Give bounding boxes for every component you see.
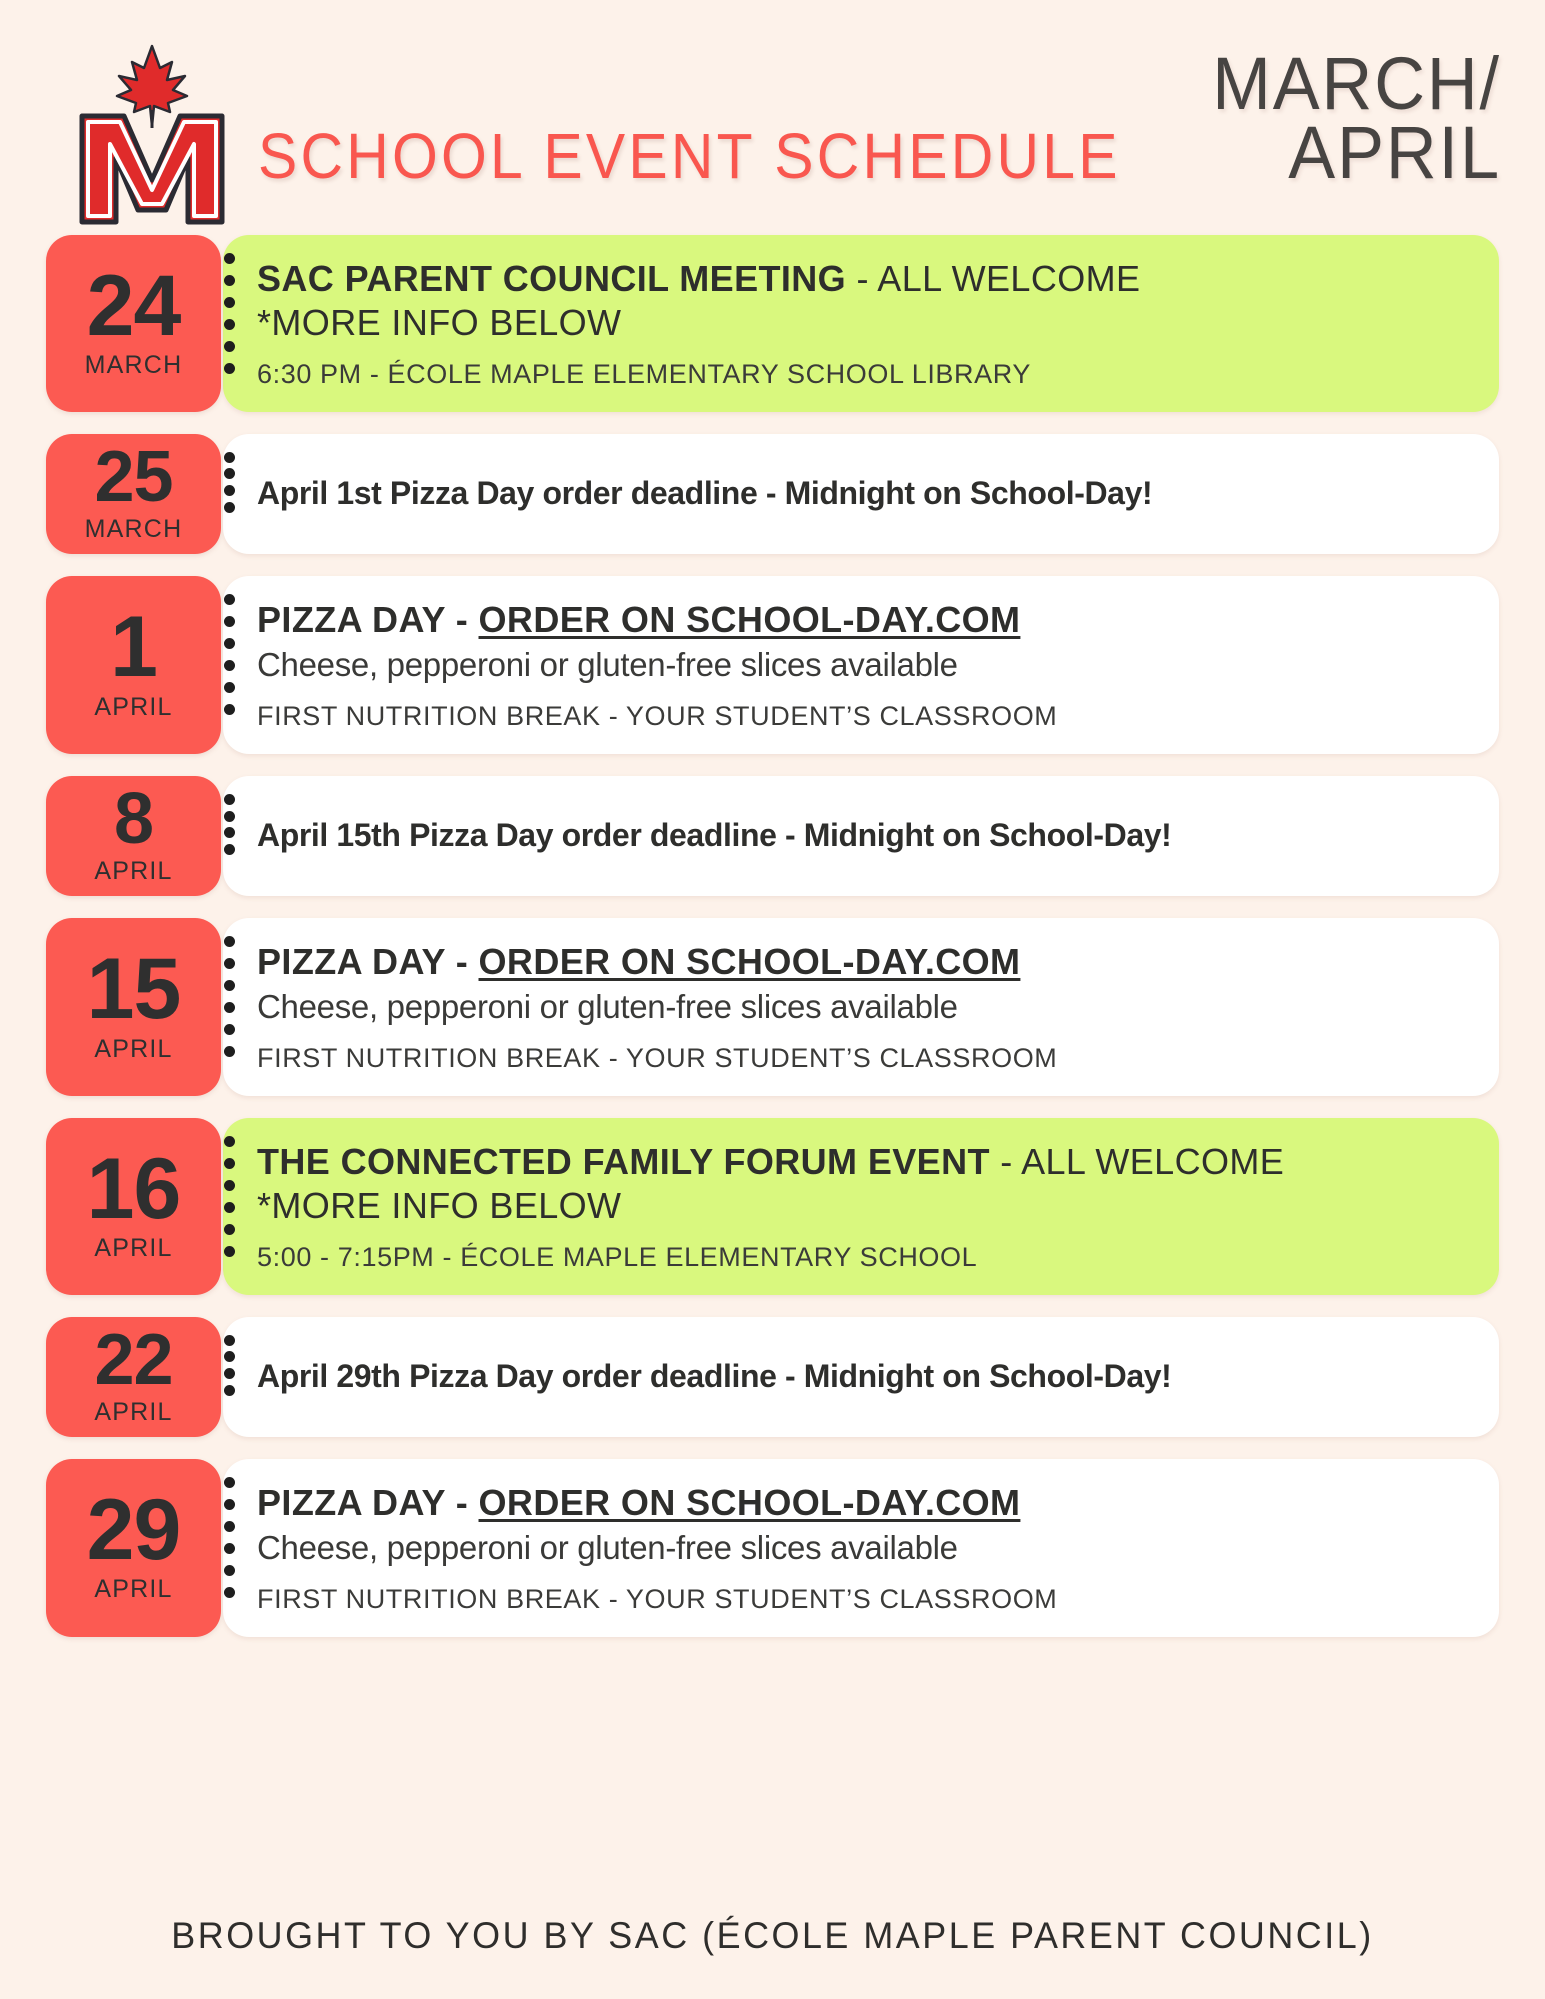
month-range bbox=[1212, 42, 1522, 218]
event-card bbox=[223, 235, 1499, 412]
page-title: SCHOOL EVENT SCHEDULE bbox=[258, 119, 1121, 192]
event-row bbox=[46, 235, 1499, 412]
event-note: *MORE INFO BELOW bbox=[257, 301, 622, 343]
date-month: APRIL bbox=[94, 857, 173, 886]
perforation-dots bbox=[221, 918, 239, 1096]
event-card bbox=[223, 1317, 1499, 1437]
date-month: APRIL bbox=[94, 1034, 173, 1063]
event-subtitle: Cheese, pepperoni or gluten-free slices available bbox=[257, 1528, 958, 1566]
event-subtitle: Cheese, pepperoni or gluten-free slices available bbox=[257, 987, 958, 1025]
date-badge bbox=[46, 918, 221, 1096]
perforation-dots bbox=[221, 1459, 239, 1637]
event-meta: 5:00 - 7:15PM - ÉCOLE MAPLE ELEMENTARY SCHOOL bbox=[257, 1241, 978, 1272]
date-day: 24 bbox=[86, 257, 181, 354]
poster-footer: BROUGHT TO YOU BY SAC (ÉCOLE MAPLE PARENT COUNCIL) bbox=[171, 1915, 1374, 1956]
event-title-rest: - ALL WELCOME bbox=[846, 258, 1141, 299]
event-subtitle: Cheese, pepperoni or gluten-free slices available bbox=[257, 645, 958, 683]
maple-leaf-m-logo bbox=[68, 40, 236, 230]
event-row bbox=[46, 918, 1499, 1096]
event-row bbox=[46, 1317, 1499, 1437]
event-card bbox=[223, 434, 1499, 554]
title-wrapper bbox=[236, 77, 1196, 193]
perforation-dots bbox=[221, 1118, 239, 1295]
date-month: APRIL bbox=[94, 1575, 173, 1604]
event-card bbox=[223, 776, 1499, 896]
event-row bbox=[46, 776, 1499, 896]
event-note: *MORE INFO BELOW bbox=[257, 1184, 622, 1226]
date-day: 1 bbox=[110, 599, 157, 696]
event-title-bold: THE CONNECTED FAMILY FORUM EVENT bbox=[257, 1140, 990, 1182]
date-badge bbox=[46, 1459, 221, 1637]
event-title bbox=[257, 598, 1465, 642]
date-day: 29 bbox=[86, 1482, 181, 1579]
date-badge bbox=[46, 776, 221, 896]
event-row bbox=[46, 1118, 1499, 1295]
date-month: APRIL bbox=[94, 1233, 173, 1262]
event-title-bold: PIZZA DAY - bbox=[257, 599, 479, 641]
event-deadline-text: April 1st Pizza Day order deadline - Midnight on School-Day! bbox=[257, 475, 1153, 512]
date-badge bbox=[46, 1317, 221, 1437]
date-day: 16 bbox=[86, 1140, 181, 1237]
event-title-bold: SAC PARENT COUNCIL MEETING bbox=[257, 258, 847, 299]
event-meta: FIRST NUTRITION BREAK - YOUR STUDENT’S CLASSROOM bbox=[257, 1583, 1058, 1614]
event-row bbox=[46, 1459, 1499, 1637]
date-month: MARCH bbox=[84, 515, 183, 544]
event-meta: FIRST NUTRITION BREAK - YOUR STUDENT’S CLASSROOM bbox=[257, 700, 1058, 731]
event-title bbox=[257, 257, 1465, 301]
event-meta: FIRST NUTRITION BREAK - YOUR STUDENT’S CLASSROOM bbox=[257, 1042, 1058, 1073]
event-card bbox=[223, 1118, 1499, 1295]
date-badge bbox=[46, 1118, 221, 1295]
date-month: APRIL bbox=[94, 1397, 173, 1426]
event-title-rest: - ALL WELCOME bbox=[989, 1140, 1285, 1182]
event-meta: 6:30 PM - ÉCOLE MAPLE ELEMENTARY SCHOOL LIBRARY bbox=[257, 358, 1031, 389]
month-line-2: APRIL bbox=[1288, 110, 1501, 194]
date-month: APRIL bbox=[94, 692, 173, 721]
order-link[interactable]: ORDER ON SCHOOL-DAY.COM bbox=[478, 941, 1021, 983]
date-month: MARCH bbox=[84, 350, 183, 379]
event-row bbox=[46, 434, 1499, 554]
event-card bbox=[223, 918, 1499, 1096]
poster-header bbox=[0, 0, 1545, 235]
perforation-dots bbox=[221, 235, 239, 412]
event-card bbox=[223, 1459, 1499, 1637]
date-day: 25 bbox=[94, 436, 173, 517]
event-list bbox=[0, 235, 1545, 1637]
event-card bbox=[223, 576, 1499, 754]
date-day: 15 bbox=[86, 941, 181, 1038]
date-badge bbox=[46, 576, 221, 754]
order-link[interactable]: ORDER ON SCHOOL-DAY.COM bbox=[478, 599, 1021, 641]
perforation-dots bbox=[221, 776, 239, 896]
date-badge bbox=[46, 434, 221, 554]
perforation-dots bbox=[221, 434, 239, 554]
event-title bbox=[257, 1481, 1465, 1525]
perforation-dots bbox=[221, 1317, 239, 1437]
order-link[interactable]: ORDER ON SCHOOL-DAY.COM bbox=[478, 1481, 1021, 1523]
date-day: 8 bbox=[113, 778, 154, 859]
event-row bbox=[46, 576, 1499, 754]
event-title bbox=[257, 1140, 1465, 1184]
event-title-bold: PIZZA DAY - bbox=[257, 941, 479, 983]
date-badge bbox=[46, 235, 221, 412]
event-deadline-text: April 15th Pizza Day order deadline - Midnight on School-Day! bbox=[257, 817, 1172, 854]
event-deadline-text: April 29th Pizza Day order deadline - Midnight on School-Day! bbox=[257, 1358, 1172, 1395]
perforation-dots bbox=[221, 576, 239, 754]
event-title bbox=[257, 940, 1465, 984]
date-day: 22 bbox=[94, 1319, 173, 1400]
event-title-bold: PIZZA DAY - bbox=[257, 1481, 479, 1523]
month-line-1: MARCH/ bbox=[1212, 42, 1501, 126]
